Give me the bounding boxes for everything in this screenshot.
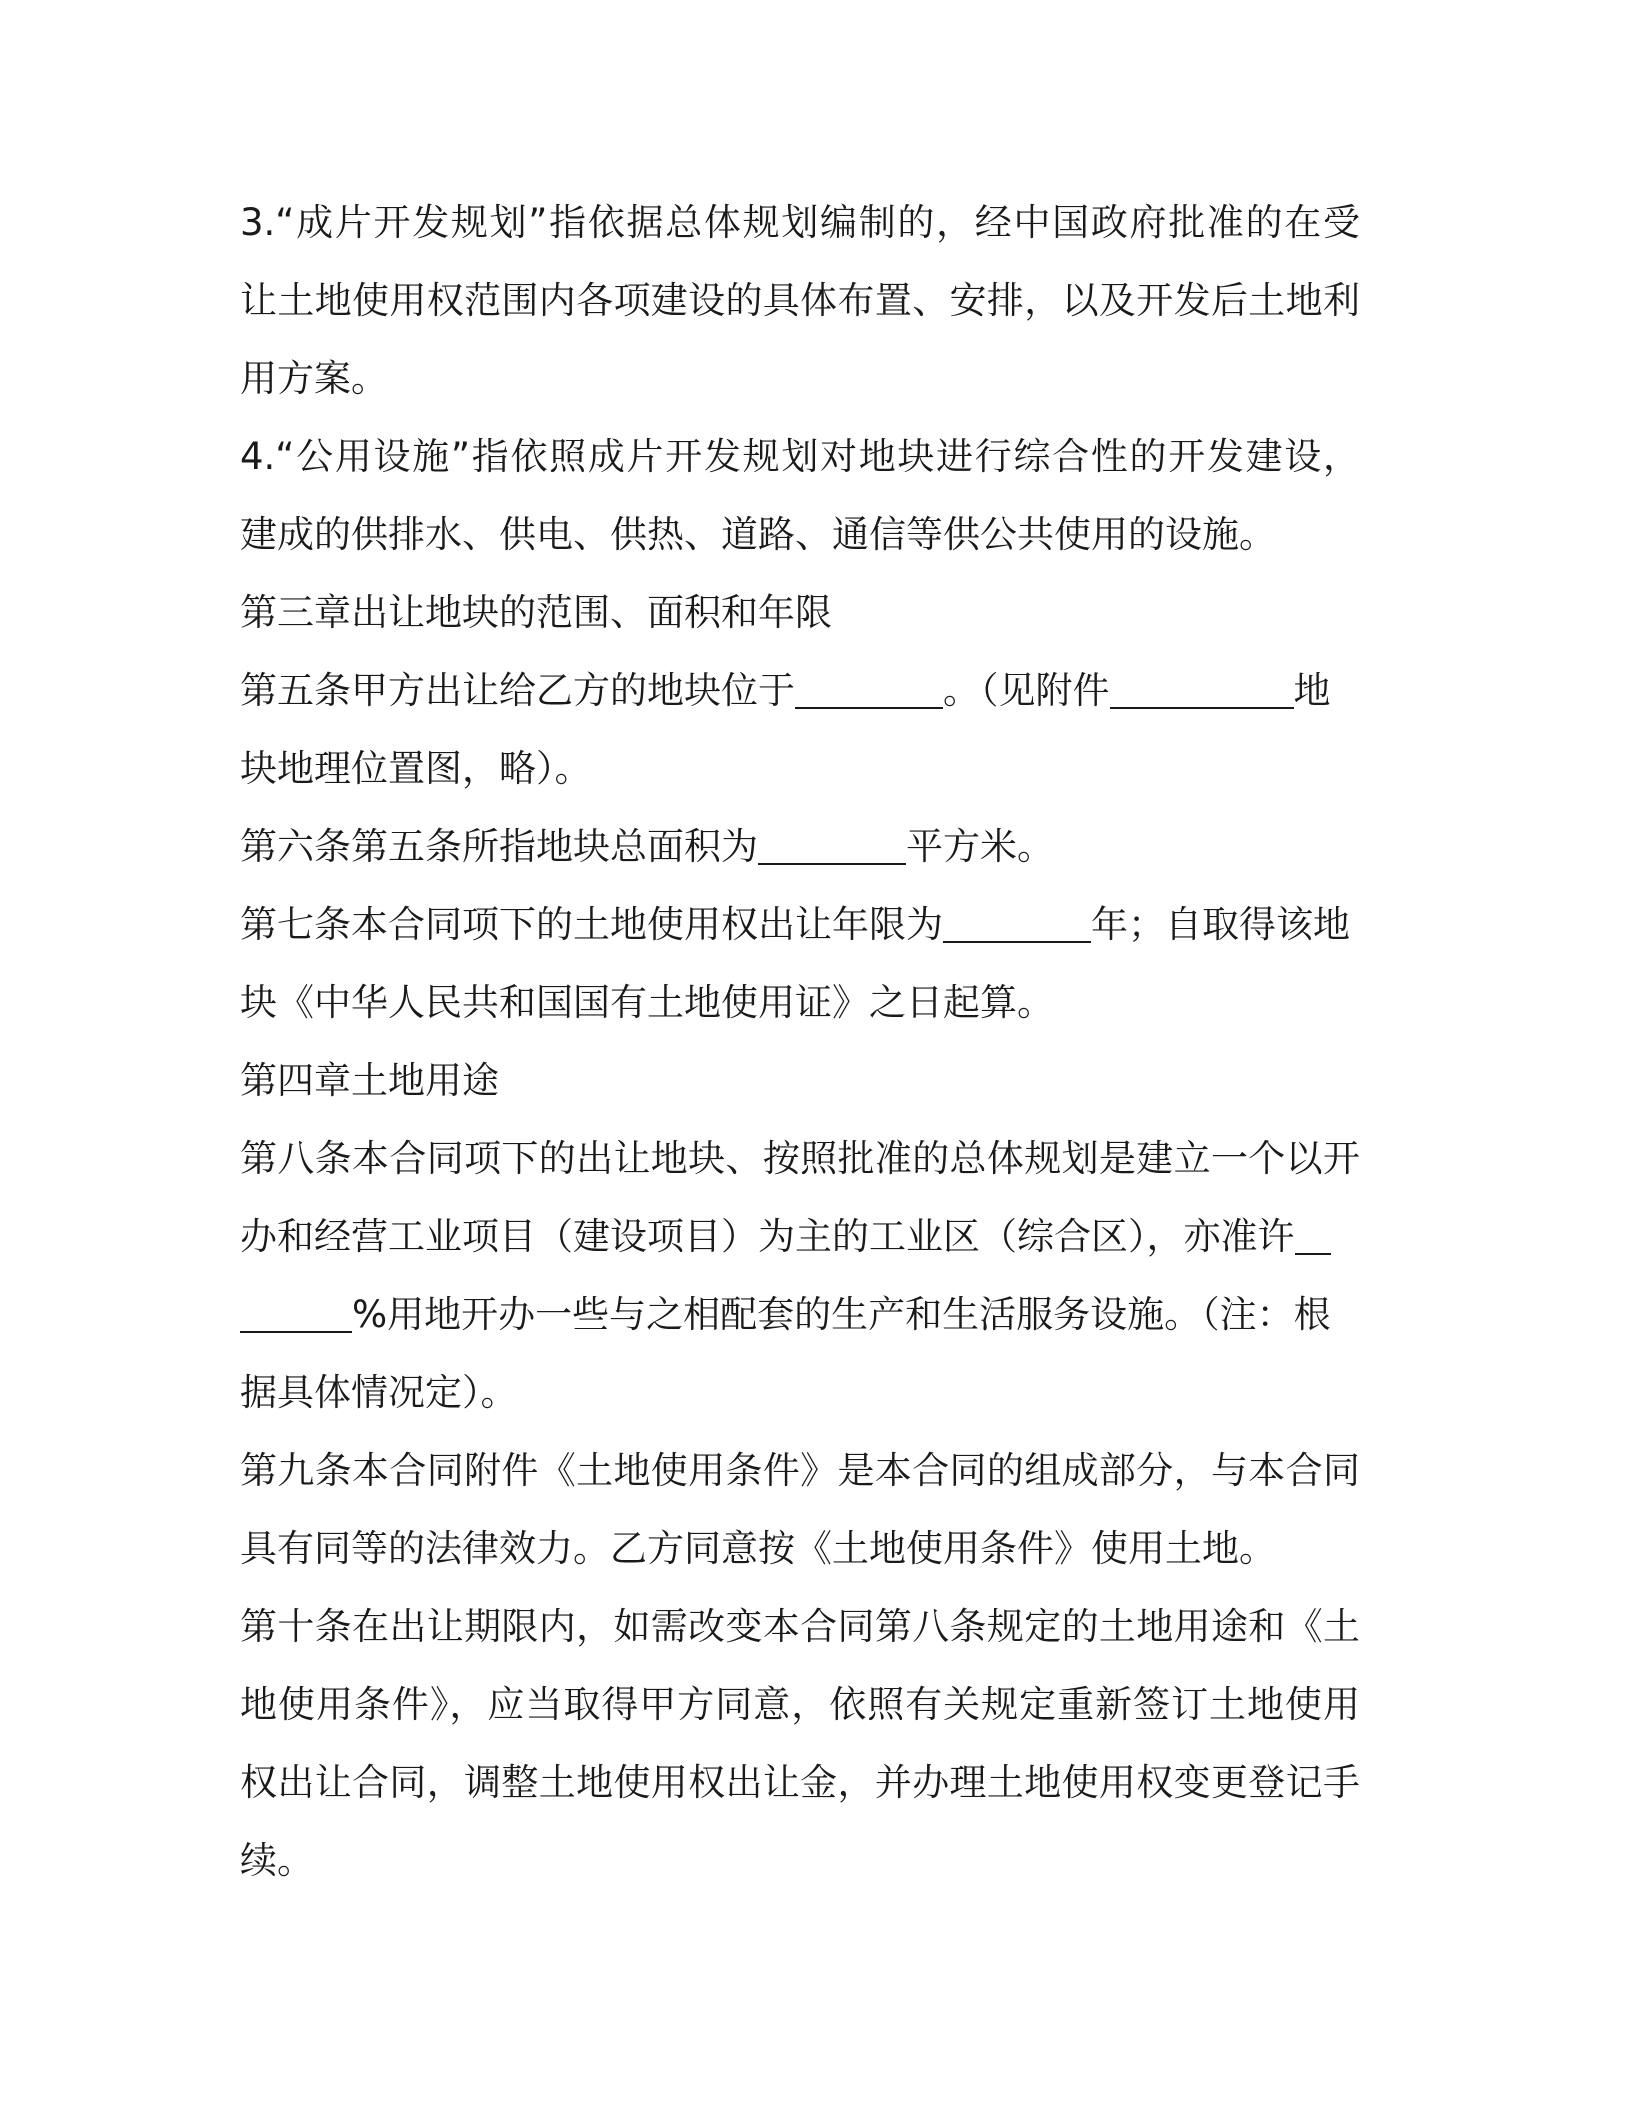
chapter-title: 第四章土地用途: [240, 1059, 499, 1102]
text-line: [240, 652, 1360, 730]
text-line: [240, 1276, 1360, 1354]
text-line: 块《中华人民共和国国有土地使用证》之日起算。: [240, 981, 1054, 1024]
article-10-paragraph: [240, 1588, 1360, 1900]
definition-4-paragraph: [240, 418, 1360, 574]
text-segment: 第六条第五条所指地块总面积为: [240, 825, 758, 868]
text-segment: 平方米。: [906, 825, 1054, 868]
article-8-paragraph: [240, 1120, 1360, 1432]
text-line: 块地理位置图，略）。: [240, 747, 592, 790]
fill-in-blank: [943, 941, 1091, 943]
text-line: 续。: [240, 1839, 314, 1882]
text-line: 据具体情况定）。: [240, 1371, 518, 1414]
chapter-3-heading: [240, 574, 1360, 652]
text-segment: 第五条甲方出让给乙方的地块位于: [240, 669, 795, 712]
text-line: 4.“公用设施”指依照成片开发规划对地块进行综合性的开发建设，: [240, 435, 1360, 478]
chapter-4-heading: [240, 1042, 1360, 1120]
chapter-title: 第三章出让地块的范围、面积和年限: [240, 591, 832, 634]
text-segment: 办和经营工业项目（建设项目）为主的工业区（综合区），亦准许: [240, 1215, 1295, 1258]
text-segment: 第七条本合同项下的土地使用权出让年限为: [240, 903, 943, 946]
text-line: 第九条本合同附件《土地使用条件》是本合同的组成部分，与本合同: [240, 1449, 1360, 1492]
text-line: [240, 1198, 1360, 1276]
fill-in-blank: [240, 1331, 352, 1333]
text-segment: %用地开办一些与之相配套的生产和生活服务设施。（注：根: [352, 1293, 1331, 1336]
text-line: [240, 808, 1360, 886]
article-6-paragraph: [240, 808, 1360, 886]
text-line: 用方案。: [240, 357, 388, 400]
fill-in-blank: [1295, 1253, 1331, 1255]
article-9-paragraph: [240, 1432, 1360, 1588]
article-5-paragraph: [240, 652, 1360, 808]
definition-3-paragraph: [240, 184, 1360, 418]
text-line: 让土地使用权范围内各项建设的具体布置、安排，以及开发后土地利: [240, 279, 1360, 322]
text-line: 建成的供排水、供电、供热、道路、通信等供公共使用的设施。: [240, 513, 1276, 556]
article-7-paragraph: [240, 886, 1360, 1042]
fill-in-blank: [795, 707, 943, 709]
document-body: [240, 184, 1360, 1900]
text-line: 地使用条件》，应当取得甲方同意，依照有关规定重新签订土地使用: [240, 1683, 1360, 1726]
text-segment: 。（见附件: [943, 669, 1110, 712]
text-line: 第十条在出让期限内，如需改变本合同第八条规定的土地用途和《土: [240, 1605, 1360, 1648]
text-line: 具有同等的法律效力。乙方同意按《土地使用条件》使用土地。: [240, 1527, 1276, 1570]
text-line: [240, 886, 1360, 964]
text-line: 第八条本合同项下的出让地块、按照批准的总体规划是建立一个以开: [240, 1137, 1360, 1180]
text-line: 3.“成片开发规划”指依据总体规划编制的，经中国政府批准的在受: [240, 201, 1360, 244]
fill-in-blank: [758, 863, 906, 865]
text-segment: 年；自取得该地: [1091, 903, 1350, 946]
text-segment: 地: [1293, 669, 1331, 712]
fill-in-blank: [1110, 707, 1294, 709]
text-line: 权出让合同，调整土地使用权出让金，并办理土地使用权变更登记手: [240, 1761, 1360, 1804]
